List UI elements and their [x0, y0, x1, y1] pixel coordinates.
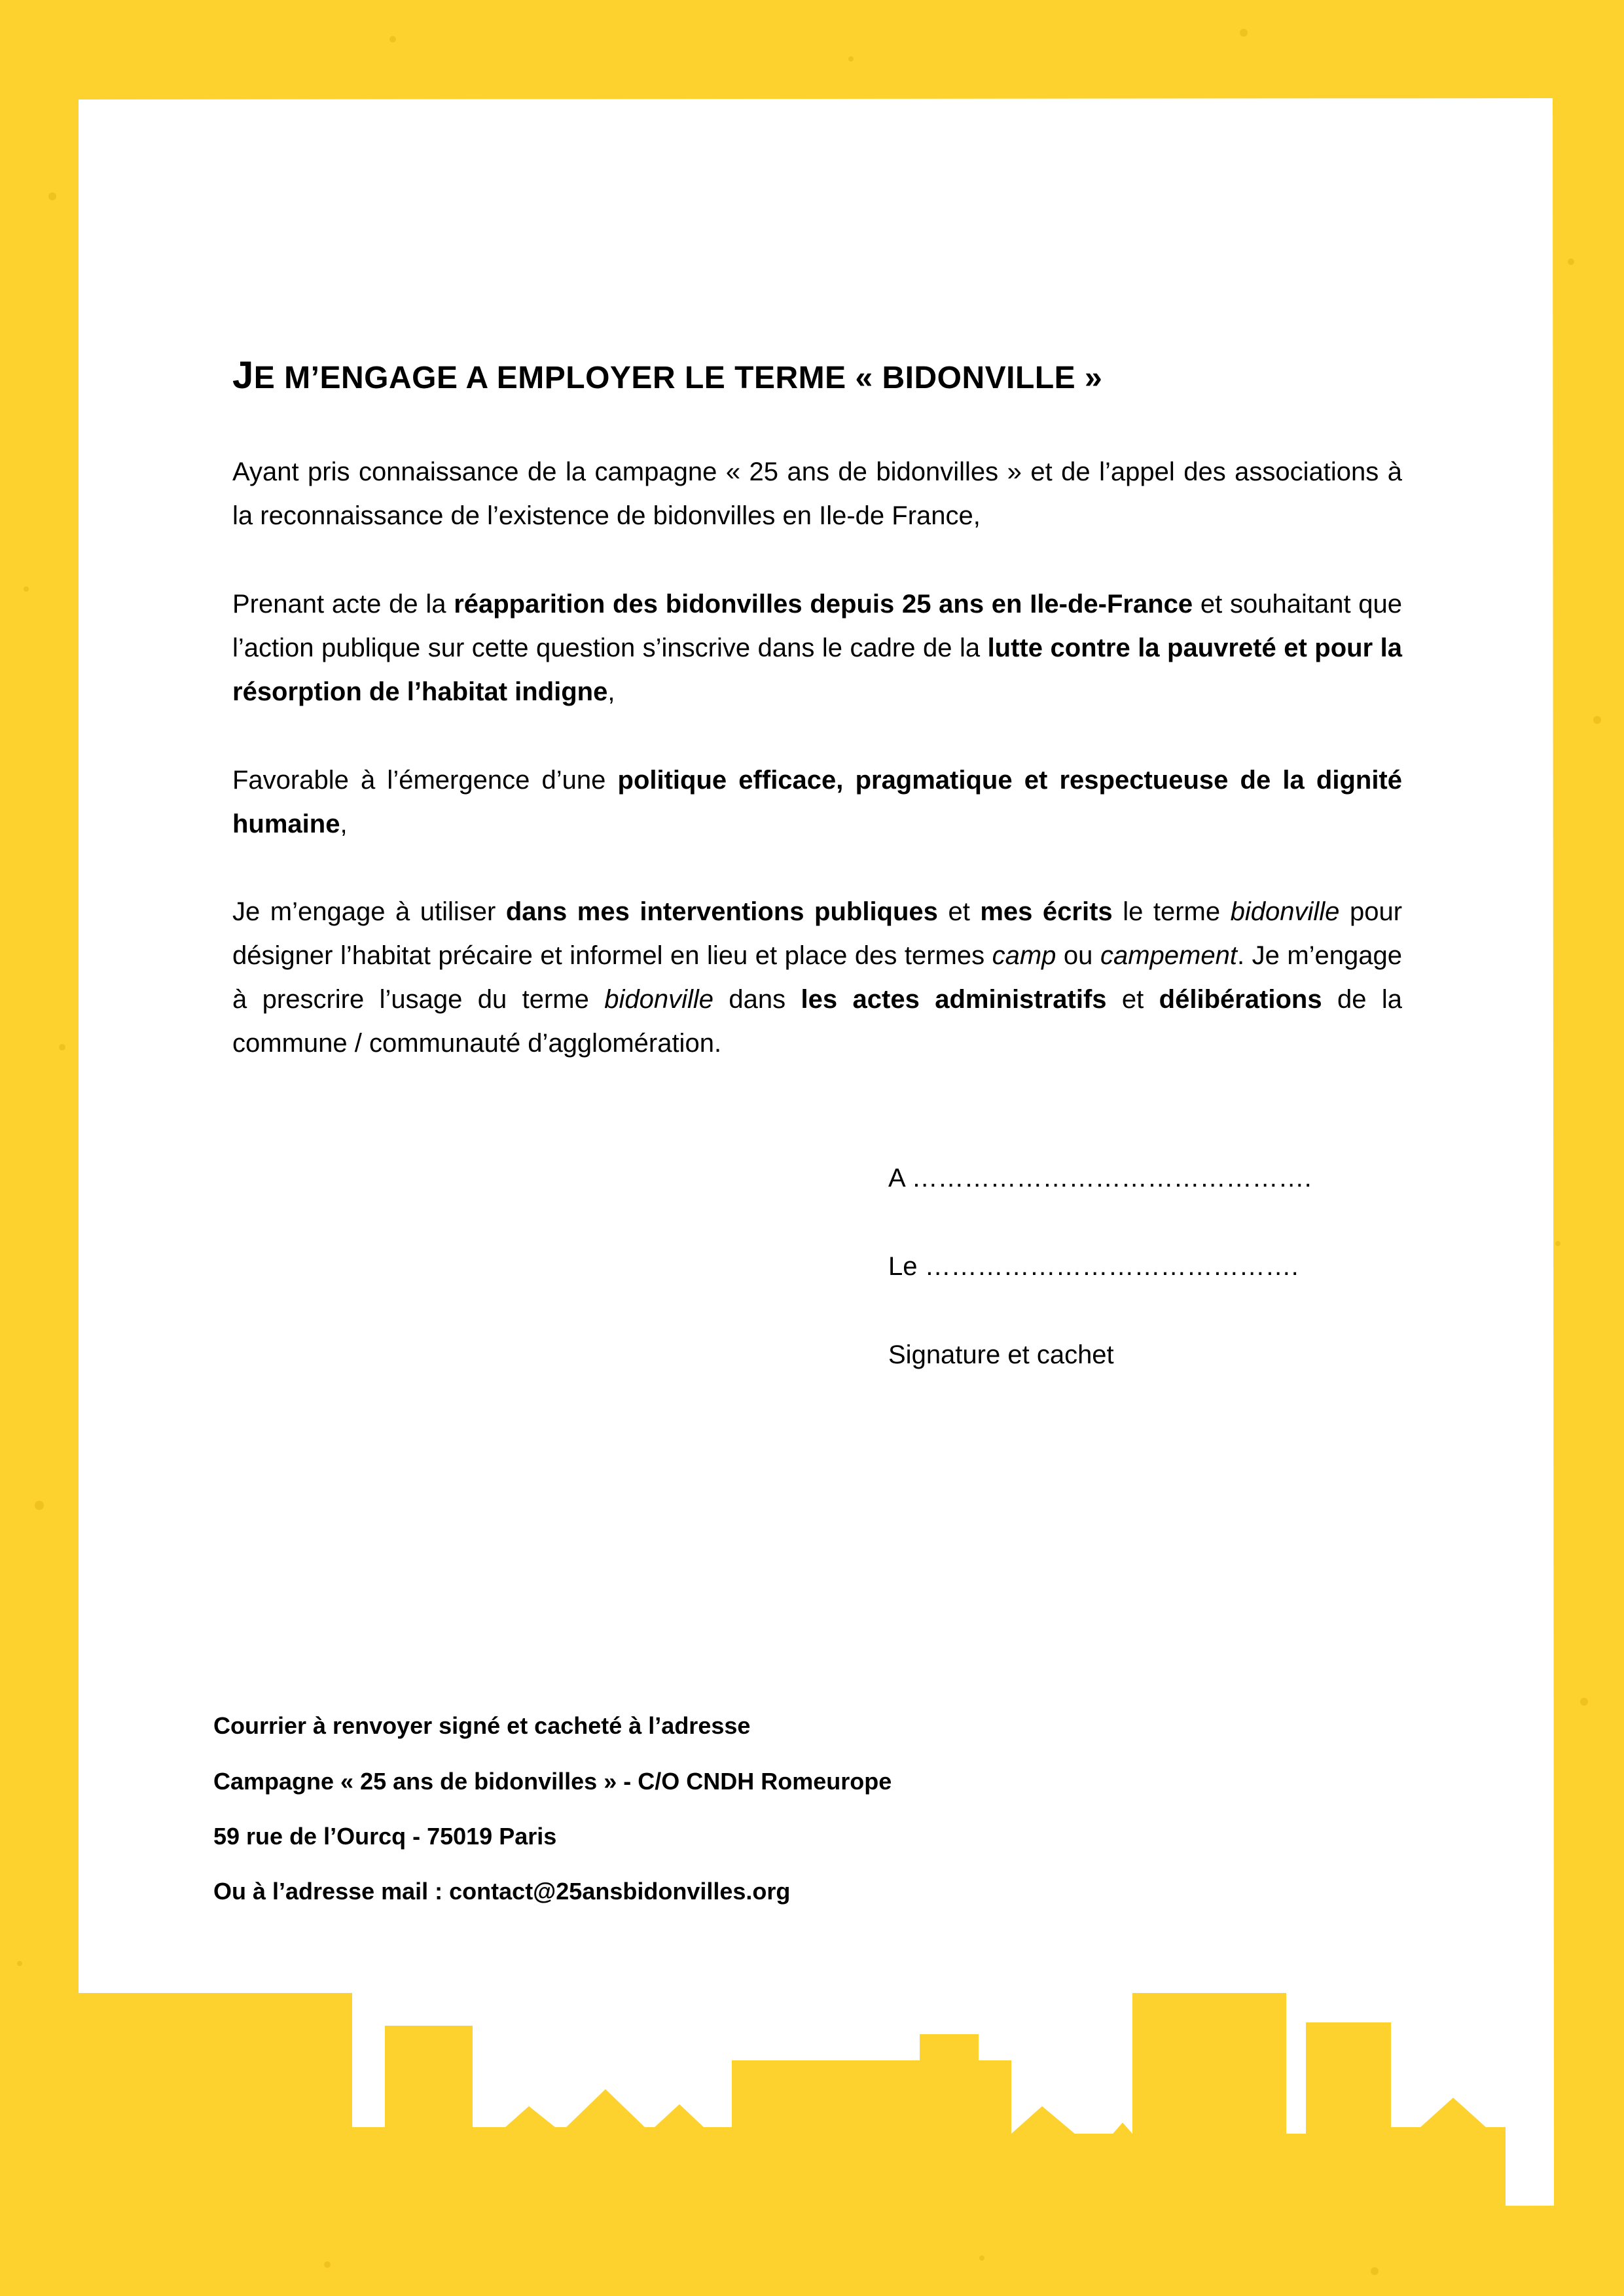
- footer-line-email: Ou à l’adresse mail : contact@25ansbidonvilles.org: [213, 1878, 791, 1905]
- p2-bold-2: lutte contre la pauvreté et pour la résorption de l’habitat indigne: [232, 634, 1402, 706]
- footer-line-campaign: Campagne « 25 ans de bidonvilles » - C/O CNDH Romeurope: [213, 1768, 892, 1795]
- p4-text-2: et: [937, 897, 981, 926]
- footer-line-address: 59 rue de l’Ourcq - 75019 Paris: [213, 1823, 557, 1850]
- p4-text-1: Je m’engage à utiliser: [232, 897, 506, 926]
- p4-text-5: ou: [1056, 941, 1100, 970]
- p4-italic-1: bidonville: [1230, 897, 1340, 926]
- p3-text-1: Favorable à l’émergence d’une: [232, 766, 618, 795]
- p4-bold-2: mes écrits: [980, 897, 1113, 926]
- p4-text-6: . Je m’engage à prescrire l’usage du terme: [232, 941, 1403, 1014]
- p2-text-2: et souhaitant que l’action publique sur cette question s’inscrive dans le cadre de la: [232, 590, 1403, 662]
- p4-text-4: pour désigner l’habitat précaire et informel en lieu et place des termes: [232, 897, 1403, 970]
- p3-bold-1: politique efficace, pragmatique et respectueuse de la dignité humaine: [232, 766, 1402, 838]
- signature-place-line: A ……………………………………….: [888, 1164, 1312, 1193]
- p4-bold-3: les actes administratifs: [801, 985, 1107, 1014]
- p2-text-1: Prenant acte de la: [232, 590, 454, 619]
- title-rest: E M’ENGAGE A EMPLOYER LE TERME « BIDONVILLE »: [253, 361, 1103, 395]
- paragraph-engagement: [232, 890, 1402, 1066]
- p4-text-8: et: [1106, 985, 1159, 1014]
- p4-bold-1: dans mes interventions publiques: [505, 897, 938, 926]
- p4-italic-3: campement: [1100, 941, 1237, 970]
- p4-bold-4: délibérations: [1159, 985, 1322, 1014]
- p4-text-3: le terme: [1112, 897, 1231, 926]
- p4-italic-4: bidonville: [604, 985, 714, 1014]
- footer-line-instructions: Courrier à renvoyer signé et cacheté à l’adresse: [213, 1712, 751, 1739]
- p2-bold-1: réapparition des bidonvilles depuis 25 ans en Ile-de-France: [454, 590, 1193, 619]
- paragraph-connaissance: [232, 450, 1402, 538]
- title-initial: J: [232, 354, 254, 397]
- p1-text: Ayant pris connaissance de la campagne « 25 ans de bidonvilles » et de l’appel des associations à la reconnaissance de l’existence de bidonvilles en Ile-de France,: [232, 457, 1402, 530]
- signature-date-line: Le …………………………………….: [888, 1252, 1299, 1281]
- p4-italic-2: camp: [992, 941, 1056, 970]
- p2-text-3: ,: [607, 677, 615, 706]
- paragraph-prenant-acte: [232, 583, 1402, 714]
- page-title: [232, 353, 1402, 397]
- paragraph-favorable: [232, 759, 1402, 846]
- p4-text-7: dans: [713, 985, 801, 1014]
- p3-text-2: ,: [340, 810, 348, 838]
- signature-stamp-label: Signature et cachet: [888, 1340, 1114, 1369]
- p4-text-9: de la commune / communauté d’agglomération.: [232, 985, 1403, 1058]
